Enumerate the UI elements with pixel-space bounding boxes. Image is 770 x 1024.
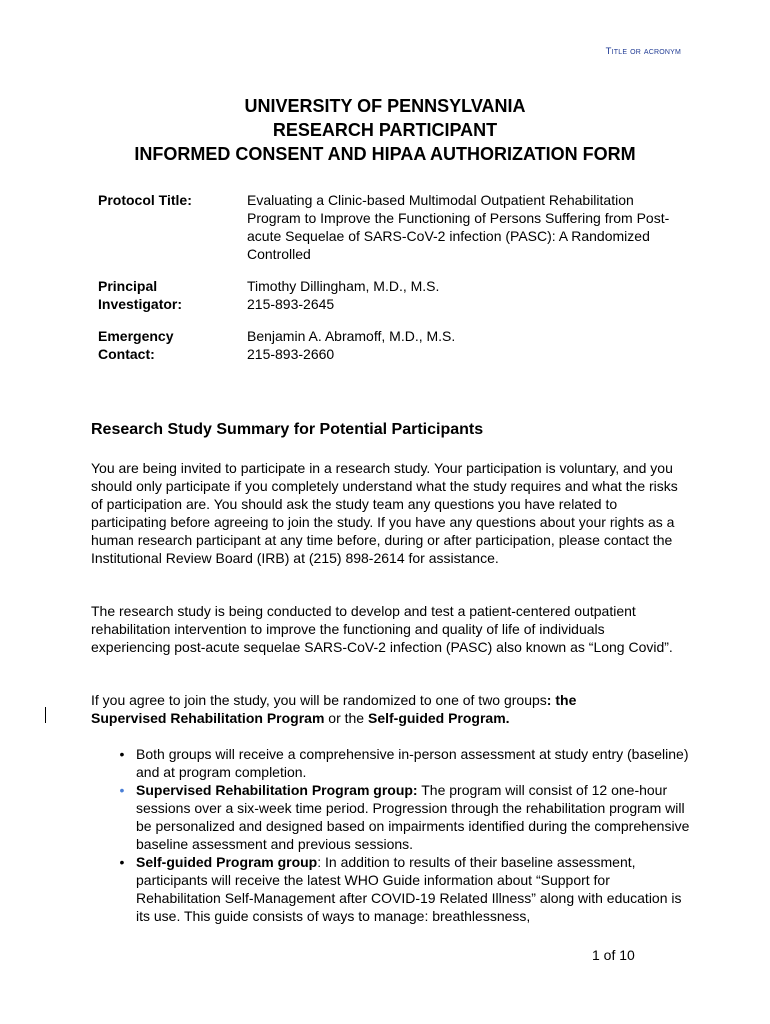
list-item (91, 781, 691, 853)
bullet-text: The program will consist of 12 one-hour sessions over a six-week time period. Progression through the rehabilitation program will be personalized and designed based on impairments identified during the comprehensive baseline assessment and previous sessions. (136, 782, 690, 852)
text-cursor (45, 707, 46, 723)
pi-label-line-2: Investigator: (98, 296, 183, 312)
title-line-3: INFORMED CONSENT AND HIPAA AUTHORIZATION FORM (134, 144, 636, 164)
summary-heading: Research Study Summary for Potential Participants (91, 421, 484, 438)
summary-paragraph-3 (91, 691, 691, 727)
pi-label (98, 277, 238, 313)
emergency-phone: 215-893-2660 (247, 346, 335, 362)
randomization-or: or the (324, 710, 368, 726)
protocol-label: Protocol Title: (98, 192, 192, 208)
pi-phone: 215-893-2645 (247, 296, 335, 312)
summary-paragraph-1: You are being invited to participate in a research study. Your participation is voluntary, and you should only participate if you completely understand what the study requires and what the risks of participation are. You should ask the study team any questions you have related to participating before agreeing to join the study. If you have any questions about your rights as a human research participant at any time before, during or after participation, please contact the Institutional Review Board (IRB) at (215) 898-2614 for assistance. (91, 460, 678, 566)
bullet-bold-lead: Self-guided Program group (136, 854, 318, 870)
title-line-1: UNIVERSITY OF PENNSYLVANIA (244, 96, 526, 116)
pi-name: Timothy Dillingham, M.D., M.S. (247, 278, 440, 294)
bullet-bold-lead: Supervised Rehabilitation Program group: (136, 782, 418, 798)
emergency-label-line-2: Contact: (98, 346, 155, 362)
group-supervised-name: Supervised Rehabilitation Program (91, 710, 325, 726)
bullet-text: : In addition to results of their baseline assessment, participants will receive the latest WHO Guide information about “Support for Rehabilitation Self-Management after COVID-19 Related Illness” along with education is its use. This guide consists of ways to manage: breathlessness, (136, 854, 682, 924)
page-number: 1 of 10 (592, 947, 635, 963)
randomization-colon-the: : the (546, 692, 577, 708)
document-title (0, 94, 770, 166)
bullet-icon: • (119, 782, 125, 798)
bullet-icon: • (119, 746, 125, 762)
emergency-label-line-1: Emergency (98, 328, 174, 344)
title-or-acronym: Title or acronym (605, 46, 681, 57)
list-item (91, 853, 691, 925)
summary-paragraph-2: The research study is being conducted to develop and test a patient-centered outpatient rehabilitation intervention to improve the functioning and quality of life of individuals experiencing post-acute sequelae SARS-CoV-2 infection (PASC) also known as “Long Covid”. (91, 603, 673, 655)
title-line-2: RESEARCH PARTICIPANT (272, 120, 498, 140)
protocol-title: Evaluating a Clinic-based Multimodal Outpatient Rehabilitation Program to Improve the Functioning of Persons Suffering from Post-acute Sequelae of SARS-CoV-2 infection (PASC): A Randomized Controlled (247, 192, 670, 262)
group-self-guided-name: Self-guided Program. (367, 710, 510, 726)
groups-bullet-list (91, 745, 691, 925)
randomization-intro: If you agree to join the study, you will be randomized to one of two groups (91, 692, 547, 708)
bullet-icon: • (119, 854, 125, 870)
pi-label-line-1: Principal (98, 278, 158, 294)
bullet-text: Both groups will receive a comprehensive in-person assessment at study entry (baseline) and at program completion. (136, 746, 689, 780)
emergency-name: Benjamin A. Abramoff, M.D., M.S. (247, 328, 456, 344)
pi-value (247, 277, 687, 313)
list-item (91, 745, 691, 781)
emergency-label (98, 327, 238, 363)
emergency-value (247, 327, 687, 363)
